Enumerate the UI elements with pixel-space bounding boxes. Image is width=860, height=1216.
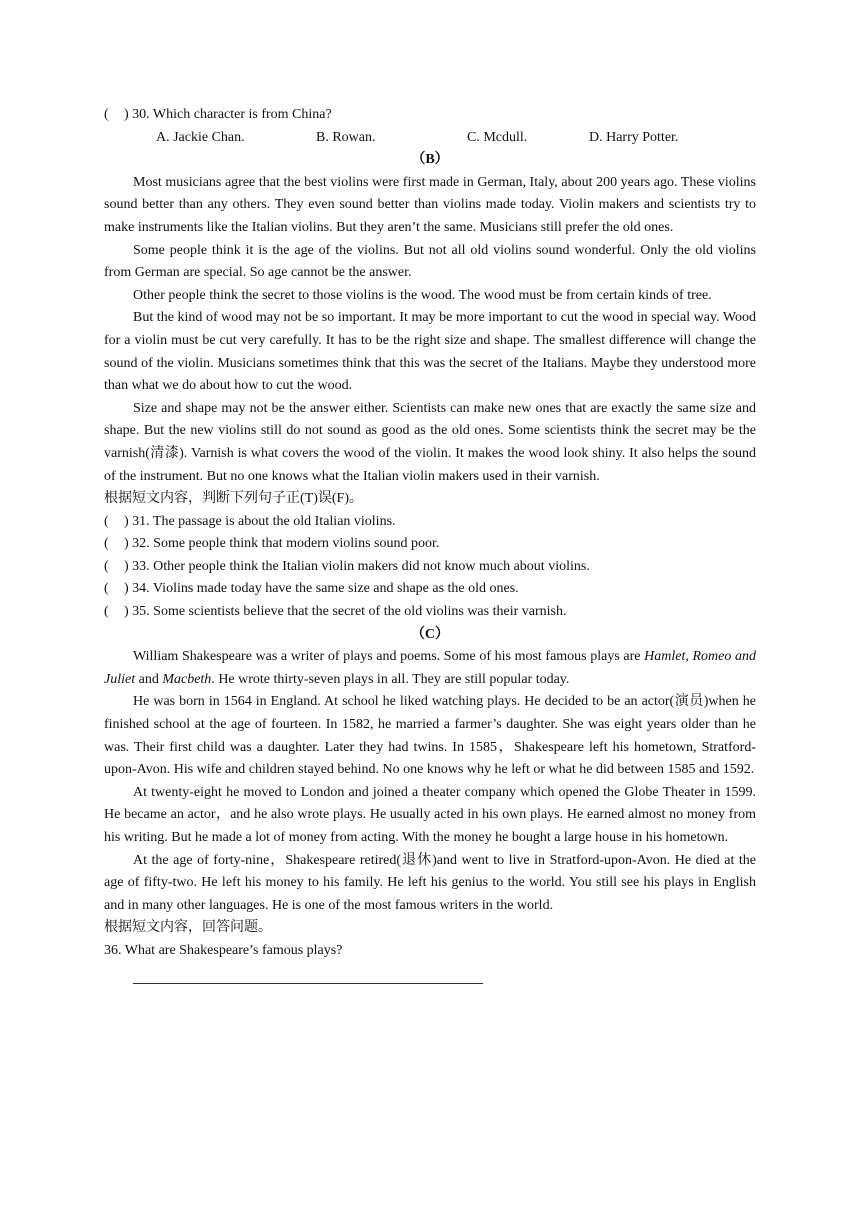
question-text: ) 30. Which character is from China?	[124, 107, 332, 122]
question-36: 36. What are Shakespeare’s famous plays?	[104, 942, 343, 958]
question-32	[104, 533, 756, 556]
paragraph-text: William Shakespeare was a writer of plays and poems. Some of his most famous plays are	[133, 649, 645, 665]
passage-b-paragraph: Most musicians agree that the best violins were first made in German, Italy, about 200 years ago. These violins sound better than any others. They even sound better than violins made today. Violin makers and scientists try to make instruments like the Italian violins. But they aren’t the same. Musicians still prefer the old ones.	[104, 174, 756, 235]
option-b: B. Rowan.	[316, 129, 376, 145]
passage-c-paragraph: He was born in 1564 in England. At school he liked watching plays. He decided to be an actor(演员)when he finished school at the age of fourteen. In 1582, he married a farmer’s daughter. She was eight years older than he was. Their first child was a daughter. Later they had twins. In 1585，Shakespeare left his hometown, Stratford-upon-Avon. His wife and children stayed behind. No one knows why he left or what he did between 1585 and 1592.	[104, 694, 756, 778]
paragraph-text: . He wrote thirty-seven plays in all. They are still popular today.	[211, 671, 570, 687]
answer-paren[interactable]: (	[104, 604, 109, 620]
answer-paren[interactable]: (	[104, 536, 109, 552]
play-titles: Hamlet, Romeo and Juliet	[104, 649, 756, 687]
passage-b-paragraph: Some people think it is the age of the violins. But not all old violins sound wonderful. Only the old violins from German are special. So age cannot be the answer.	[104, 242, 756, 281]
passage-c-paragraph: At twenty-eight he moved to London and joined a theater company which opened the Globe Theater in 1599. He became an actor，and he also wrote plays. He usually acted in his own plays. He earned almost no money from his writing. But he made a lot of money from acting. With the money he bought a large house in his hometown.	[104, 784, 756, 845]
paragraph-text: and	[135, 671, 163, 687]
question-31	[104, 511, 756, 534]
passage-b-paragraph: Size and shape may not be the answer either. Scientists can make new ones that are exactly the same size and shape. But the new violins still do not sound as good as the old ones. Some scientists think the secret may be the varnish(清漆). Varnish is what covers the wood of the violin. It makes the wood look shiny. It also helps the sound of the instrument. But no one knows what the Italian violin makers used in their varnish.	[104, 400, 756, 484]
option-a: A. Jackie Chan.	[156, 129, 245, 145]
question-33	[104, 556, 756, 579]
passage-b-paragraph: But the kind of wood may not be so important. It may be more important to cut the wood in special way. Wood for a violin must be cut very carefully. It has to be the right size and shape. The smallest difference will change the sound of the violin. Musicians sometimes think that this was the secret of the Italians. Maybe they understood more than what we do about how to cut the wood.	[104, 310, 756, 394]
question-text: ) 32. Some people think that modern violins sound poor.	[124, 536, 440, 552]
question-35	[104, 601, 756, 624]
section-b-instruction: 根据短文内容，判断下列句子正(T)误(F)。	[104, 491, 363, 507]
option-d: D. Harry Potter.	[589, 129, 679, 145]
question-text: ) 35. Some scientists believe that the secret of the old violins was their varnish.	[124, 604, 567, 620]
question-text: ) 33. Other people think the Italian violin makers did not know much about violins.	[124, 558, 590, 574]
passage-b-paragraph: Other people think the secret to those violins is the wood. The wood must be from certain kinds of tree.	[133, 287, 712, 303]
section-b-heading: （B）	[411, 152, 449, 168]
option-c: C. Mcdull.	[467, 129, 528, 145]
play-title: Macbeth	[162, 671, 212, 687]
question-text: ) 31. The passage is about the old Italian violins.	[124, 513, 396, 529]
answer-paren[interactable]: (	[104, 513, 109, 529]
question-text: ) 34. Violins made today have the same size and shape as the old ones.	[124, 581, 519, 597]
answer-paren[interactable]: (	[104, 581, 109, 597]
answer-line[interactable]	[133, 965, 483, 984]
answer-paren[interactable]: (	[104, 107, 109, 122]
passage-c-paragraph: At the age of forty-nine，Shakespeare retired(退休)and went to live in Stratford-upon-Avon. He died at the age of fifty-two. He left his money to his family. He left his genius to the world. You still see his plays in English and in many other languages. He is one of the most famous writers in the world.	[104, 852, 756, 913]
question-34	[104, 578, 756, 601]
question-30-options	[104, 127, 756, 150]
worksheet-page	[104, 104, 756, 984]
section-c-instruction: 根据短文内容，回答问题。	[104, 920, 272, 936]
question-30	[104, 104, 756, 127]
section-c-heading: （C）	[410, 626, 450, 642]
answer-paren[interactable]: (	[104, 558, 109, 574]
passage-c-paragraph	[104, 646, 756, 691]
